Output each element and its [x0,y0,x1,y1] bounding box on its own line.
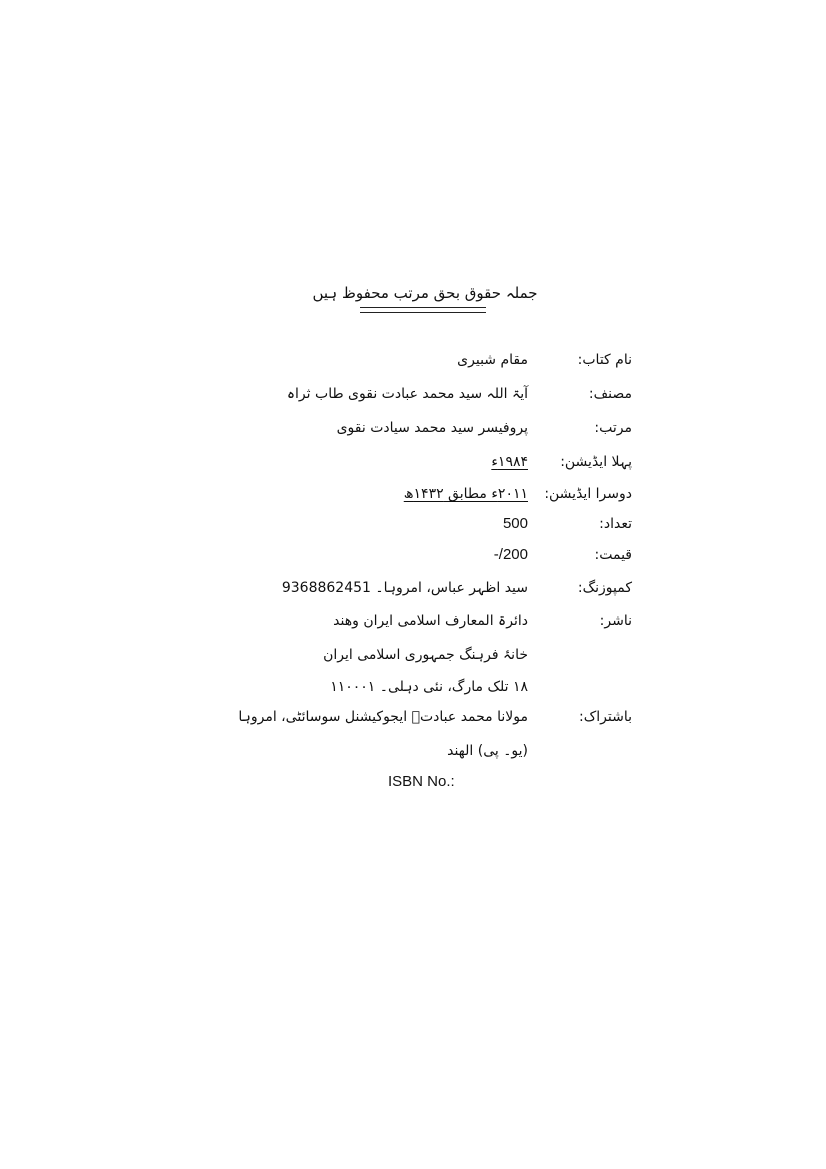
value-first-edition: ۱۹۸۴ء [491,454,528,470]
value-price: 200/- [493,546,528,563]
value-collaboration: مولانا محمد عبادتؒ ایجوکیشنل سوسائٹی، امروہا [238,709,528,725]
copyright-heading: جملہ حقوق بحق مرتب محفوظ ہیں [312,284,538,302]
value-collaboration-line-2: (یو۔ پی) الھند [447,743,528,759]
value-publisher-line-3: ۱۸ تلک مارگ، نئی دہلی۔ ۱۱۰۰۰۱ [330,679,528,695]
info-row-first-edition [0,449,826,475]
info-row-compiler [0,415,826,441]
value-second-edition: ۲۰۱۱ء مطابق ۱۴۳۲ھ [403,486,528,502]
info-row-price [0,542,826,568]
info-row-second-edition [0,481,826,507]
info-row-publisher-line-3 [0,674,826,700]
value-title: مقام شبیری [457,352,528,368]
info-row-collaboration [0,704,826,730]
info-row-publisher-line-2 [0,642,826,668]
heading-double-rule [360,307,486,313]
value-composing: سید اظہر عباس، امروہا۔ 9368862451 [281,580,528,596]
info-row-author [0,381,826,407]
label-compiler: مرتب: [594,420,632,436]
label-quantity: تعداد: [599,516,632,532]
label-title: نام کتاب: [577,352,632,368]
label-first-edition: پہلا ایڈیشن: [560,454,632,470]
label-second-edition: دوسرا ایڈیشن: [544,486,632,502]
label-composing: کمپوزنگ: [577,580,632,596]
value-publisher-line-2: خانۂ فرہنگ جمہوری اسلامی ایران [323,647,528,663]
value-author: آیۃ اللہ سید محمد عبادت نقوی طاب ثراہ [286,386,528,402]
label-collaboration: باشتراک: [579,709,632,725]
label-price: قیمت: [594,547,632,563]
label-author: مصنف: [588,386,632,402]
info-row-composing [0,575,826,601]
isbn-label: ISBN No.: [388,773,455,790]
info-row-title [0,347,826,373]
value-quantity: 500 [502,515,528,532]
value-publisher: دائرۃ المعارف اسلامی ایران وھند [333,613,528,629]
info-row-quantity [0,511,826,537]
info-row-publisher [0,608,826,634]
value-compiler: پروفیسر سید محمد سیادت نقوی [336,420,528,436]
info-row-collaboration-line-2 [0,738,826,764]
label-publisher: ناشر: [599,613,632,629]
